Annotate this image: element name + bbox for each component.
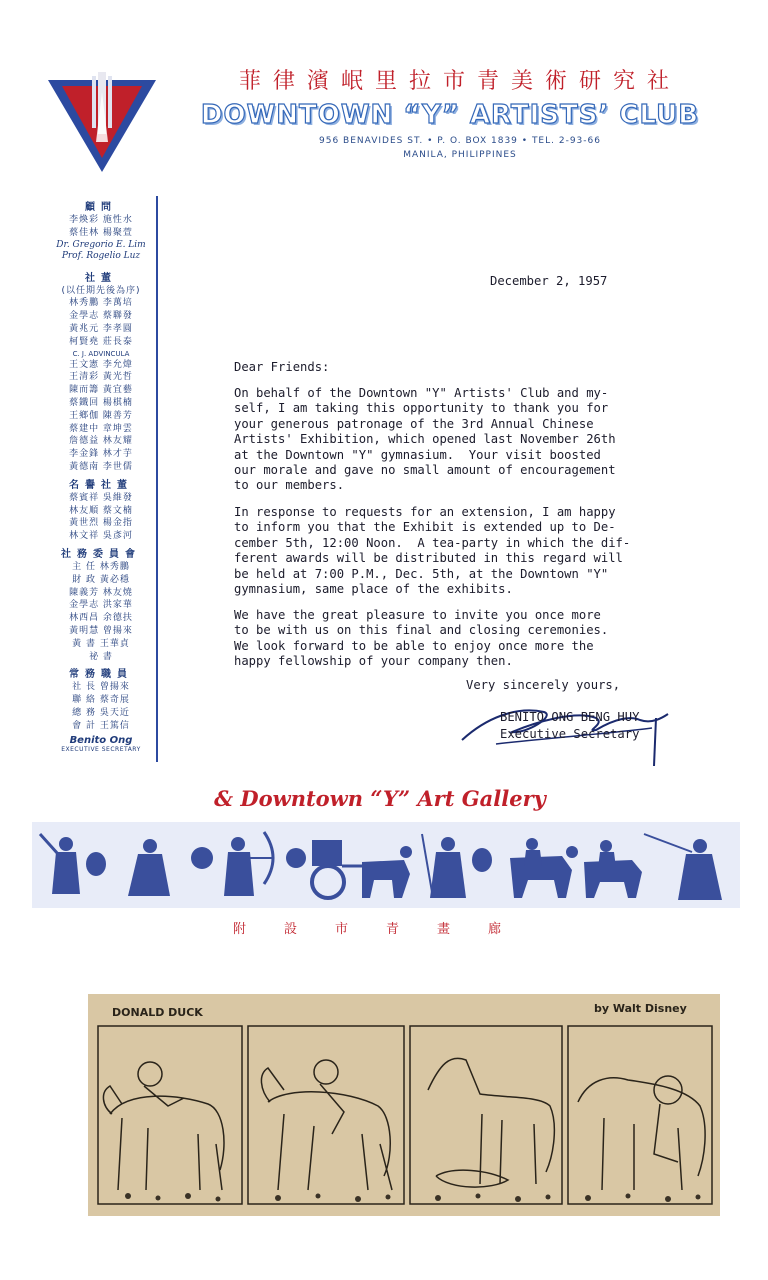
svg-text:★: ★ xyxy=(70,127,79,137)
donald-duck-comic-panels xyxy=(88,994,720,1216)
staff-line: 社 長 曾揚來 xyxy=(72,682,130,693)
paragraph-invitation xyxy=(234,608,704,670)
paragraph-line: In response to requests for an extension, I am happy xyxy=(234,505,616,519)
paragraph-line: cember 5th, 12:00 Noon. A tea-party in which the dif- xyxy=(234,535,631,550)
directors-note: (以任期先後為序) xyxy=(61,285,141,296)
committee-line: 祕 書 xyxy=(89,651,113,662)
paragraph-line: ferent awards will be distributed in this regard will xyxy=(234,551,623,566)
member-line: 王文憲 李允煒 xyxy=(69,359,133,370)
committee-heading: 社務委員會 xyxy=(61,548,141,560)
paragraph-extension xyxy=(234,505,704,597)
paragraph-line: at the Downtown "Y" gymnasium. Your visit boosted xyxy=(234,447,601,462)
advisor-latin-name: Dr. Gregorio E. Lim xyxy=(56,239,146,250)
advisor-latin-name: Prof. Rogelio Luz xyxy=(61,250,141,261)
directors-line: 黃兆元 李孝圓 xyxy=(69,323,133,334)
signer-title: Executive Secretary xyxy=(500,727,640,741)
advisors-heading: 顧問 xyxy=(85,202,117,213)
honorary-line: 林文祥 吳彥河 xyxy=(69,531,133,542)
chinese-gallery-footer: 附設市青畫廊 xyxy=(232,922,539,937)
svg-text:★: ★ xyxy=(62,117,71,127)
paragraph-line: Artists' Exhibition, which opened last November 26th xyxy=(234,432,616,447)
committee-line: 黃 書 王華貞 xyxy=(72,638,130,649)
directors-line: 金學志 蔡聯發 xyxy=(69,311,133,322)
committee-line: 財 政 黃必穩 xyxy=(72,574,130,585)
member-line: 陳而籌 黃宜藝 xyxy=(69,385,133,396)
paragraph-line: We have the great pleasure to invite you once more xyxy=(234,608,601,622)
sidebar-signature-name: Benito Ong xyxy=(69,734,133,746)
member-line: 王清彩 黃光哲 xyxy=(69,372,133,383)
letter-closing: Very sincerely yours, xyxy=(466,678,621,692)
committee-line: 主 任 林秀鵬 xyxy=(72,561,130,572)
paragraph-line: our morale and gave no small amount of encouragement xyxy=(234,463,616,478)
sidebar-signature-title: EXECUTIVE SECRETARY xyxy=(61,745,141,753)
comic-panel-3 xyxy=(410,1026,562,1204)
sidebar-divider xyxy=(156,196,158,762)
paragraph-line: We look forward to be able to enjoy once more the xyxy=(234,638,594,653)
staff-line: 聯 絡 蔡奇展 xyxy=(72,695,130,706)
member-line: 王鄉伽 陳善芳 xyxy=(69,410,133,421)
club-logo-icon xyxy=(48,72,156,172)
paragraph-line: to be with us on this final and closing ceremonies. xyxy=(234,623,609,638)
advisors-line: 蔡佳林 楊聚萱 xyxy=(69,227,133,238)
committee-line: 陳義芳 林友燒 xyxy=(69,587,133,598)
letter-date: December 2, 1957 xyxy=(490,274,608,288)
honorary-line: 黃世烈 楊金指 xyxy=(69,518,133,529)
paragraph-line: your generous patronage of the 3rd Annual Chinese xyxy=(234,416,594,431)
committee-line: 黃明慧 曾揚來 xyxy=(69,625,133,636)
paragraph-line: happy fellowship of your company then. xyxy=(234,654,513,669)
honorary-line: 林友順 蔡文楠 xyxy=(69,505,133,516)
directors-heading: 社董 xyxy=(85,272,117,284)
paragraph-line: On behalf of the Downtown "Y" Artists' Club and my- xyxy=(234,386,609,400)
staff-line: 總 務 吳天近 xyxy=(72,707,130,718)
club-city: MANILA, PHILIPPINES xyxy=(403,150,517,160)
staff-heading: 常務職員 xyxy=(69,669,133,681)
directors-line: 柯賢堯 莊長泰 xyxy=(69,336,133,347)
comic-panel-4 xyxy=(568,1026,712,1204)
directors-line: 林秀鵬 李萬培 xyxy=(69,298,133,309)
paragraph-thanks xyxy=(234,386,704,494)
comic-panel-2 xyxy=(248,1026,404,1204)
staff-line: 會 計 王篤信 xyxy=(72,720,130,731)
paragraph-line: to our members. xyxy=(234,478,345,493)
letter-salutation: Dear Friends: xyxy=(234,360,330,374)
warrior-frieze-illustration xyxy=(32,822,740,908)
letterhead xyxy=(0,0,768,180)
honorary-heading: 名譽社董 xyxy=(69,479,133,491)
member-line: 詹德益 林友耀 xyxy=(69,436,133,447)
gallery-title: & Downtown “Y” Art Gallery xyxy=(214,786,546,811)
committee-line: 林西昌 余德扶 xyxy=(69,613,133,624)
committee-line: 金學志 洪家華 xyxy=(69,600,133,611)
comic-title: DONALD DUCK xyxy=(112,1006,203,1019)
sidebar-roster xyxy=(50,196,152,753)
member-line: 蔡建中 章坤雲 xyxy=(69,423,133,434)
member-line: 李金鋒 林才芋 xyxy=(69,449,133,460)
club-name: DOWNTOWN “Y” ARTISTS’ CLUB xyxy=(200,100,700,130)
paragraph-line: to inform you that the Exhibit is extended up to De- xyxy=(234,520,616,535)
paragraph-line: gymnasium, same place of the exhibits. xyxy=(234,582,513,597)
club-address: 956 BENAVIDES ST. • P. O. BOX 1839 • TEL. 2-93-66 xyxy=(319,136,601,146)
chinese-club-title: 菲律濱岷里拉市青美術研究社 xyxy=(238,69,681,94)
member-line: 蔡鐵回 楊棋楠 xyxy=(69,397,133,408)
signer-name: BENITO ONG BENG HUY xyxy=(500,710,640,724)
comic-credit: by Walt Disney xyxy=(594,1002,687,1015)
paragraph-line: be held at 7:00 P.M., Dec. 5th, at the Downtown "Y" xyxy=(234,566,609,581)
honorary-line: 蔡賓祥 吳維發 xyxy=(69,492,133,503)
advisors-line: 李煥彩 施性水 xyxy=(69,215,133,225)
paragraph-line: self, I am taking this opportunity to thank you for xyxy=(234,401,609,416)
director-latin-name: C. J. ADVINCULA xyxy=(72,349,130,358)
member-line: 黃德南 李世儒 xyxy=(69,461,133,472)
